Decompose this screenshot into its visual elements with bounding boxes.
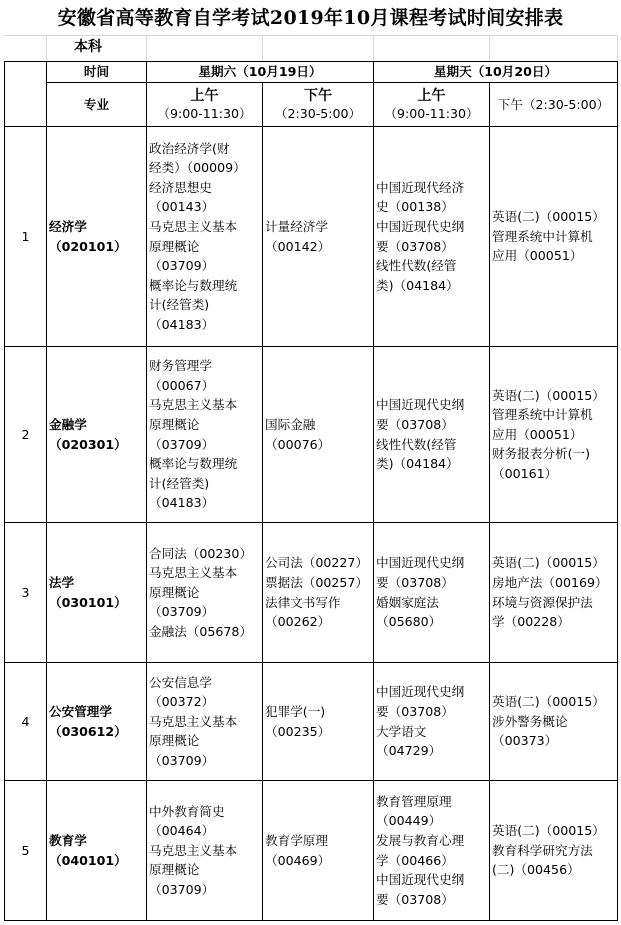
course-line: （00262）: [265, 614, 331, 630]
major-cell: [47, 523, 147, 663]
course-cell-sat-am: [147, 127, 263, 347]
course-line: 教育科学研究方法: [492, 842, 593, 858]
sat-pm-header: [263, 83, 374, 127]
header-row-sessions: [5, 83, 618, 106]
course-cell-sun-pm: [490, 127, 618, 347]
course-line: 英语(二)（00015）: [492, 694, 605, 710]
course-line: （03709）: [149, 436, 215, 452]
major-name: 金融学: [49, 416, 87, 432]
course-line: （03709）: [149, 604, 215, 620]
course-line: 环境与资源保护法: [492, 594, 593, 610]
row-number: 5: [5, 781, 47, 921]
course-line: 要（03708）: [376, 416, 454, 432]
course-line: 中国近现代经济: [376, 179, 465, 195]
sat-pm-time: （2:30-5:00）: [274, 105, 362, 121]
table-row: [5, 523, 618, 663]
course-cell-sat-pm: [263, 781, 374, 921]
course-cell-sat-am: [147, 781, 263, 921]
major-cell: [47, 127, 147, 347]
course-line: 教育学原理: [265, 832, 328, 848]
course-line: 房地产法（00169）: [492, 574, 608, 590]
course-line: 政治经济学(财: [149, 140, 230, 156]
course-line: （04729）: [376, 743, 442, 759]
course-cell-sat-am: [147, 523, 263, 663]
major-name: 经济学: [49, 218, 87, 234]
course-cell-sat-pm: [263, 663, 374, 781]
major-header: 专业: [47, 83, 147, 127]
course-line: （03709）: [149, 258, 215, 274]
course-line: （04183）: [149, 495, 215, 511]
table-row: [5, 347, 618, 523]
course-cell-sun-pm: [490, 347, 618, 523]
course-line: 马克思主义基本: [149, 565, 238, 581]
header-row-days: [5, 62, 618, 83]
course-line: 要（03708）: [376, 574, 454, 590]
course-line: 合同法（00230）: [149, 545, 253, 561]
course-line: 英语(二)（00015）: [492, 555, 605, 571]
course-line: 线性代数(经管: [376, 436, 457, 452]
course-line: 原理概论: [149, 416, 200, 432]
sun-am-header: [374, 83, 490, 127]
course-line: 经济思想史: [149, 179, 212, 195]
course-line: 财务管理学: [149, 358, 212, 374]
major-code: （040101）: [49, 852, 127, 868]
course-cell-sat-pm: [263, 127, 374, 347]
course-cell-sun-am: [374, 663, 490, 781]
row-number: 4: [5, 663, 47, 781]
course-line: 管理系统中计算机: [492, 407, 593, 423]
course-line: 票据法（00257）: [265, 574, 369, 590]
course-line: 线性代数(经管: [376, 258, 457, 274]
course-line: 马克思主义基本: [149, 218, 238, 234]
major-cell: [47, 781, 147, 921]
course-line: 学（00466）: [376, 852, 454, 868]
course-line: 类)（04184）: [376, 456, 459, 472]
sat-am-time: （9:00-11:30）: [157, 105, 252, 121]
course-line: 原理概论: [149, 733, 200, 749]
course-cell-sat-am: [147, 347, 263, 523]
course-line: 公安信息学: [149, 674, 212, 690]
course-line: 马克思主义基本: [149, 713, 238, 729]
course-line: 中国近现代史纲: [376, 218, 465, 234]
course-line: 计(经管类): [149, 475, 210, 491]
course-line: 英语(二)（00015）: [492, 387, 605, 403]
sat-am-label: 上午: [190, 87, 219, 104]
course-cell-sun-am: [374, 127, 490, 347]
major-code: （030101）: [49, 594, 127, 610]
course-cell-sun-am: [374, 781, 490, 921]
course-line: 经类）（00009）: [149, 160, 246, 176]
sat-pm-label: 下午: [304, 87, 332, 104]
course-line: 金融法（05678）: [149, 623, 253, 639]
course-line: （04183）: [149, 316, 215, 332]
course-line: 涉外警务概论: [492, 713, 568, 729]
major-code: （020101）: [49, 238, 127, 254]
course-cell-sat-am: [147, 663, 263, 781]
sunday-header: 星期天（10月20日）: [374, 62, 618, 83]
time-header: 时间: [47, 62, 147, 83]
major-name: 公安管理学: [49, 703, 112, 719]
course-line: 管理系统中计算机: [492, 228, 593, 244]
course-line: 英语(二)（00015）: [492, 209, 605, 225]
course-line: 中国近现代史纲: [376, 684, 465, 700]
course-line: （00142）: [265, 238, 331, 254]
course-line: 原理概论: [149, 862, 200, 878]
course-line: （00372）: [149, 694, 215, 710]
course-line: 法律文书写作: [265, 594, 341, 610]
gridline: [617, 35, 618, 61]
course-cell-sun-pm: [490, 781, 618, 921]
course-line: 原理概论: [149, 584, 200, 600]
course-line: 应用（00051）: [492, 426, 583, 442]
table-row: [5, 127, 618, 347]
course-line: 概率论与数理统: [149, 456, 238, 472]
course-line: 原理概论: [149, 238, 200, 254]
course-line: （00373）: [492, 733, 558, 749]
course-line: 要（03708）: [376, 703, 454, 719]
row-number: 2: [5, 347, 47, 523]
course-line: 大学语文: [376, 723, 427, 739]
sun-am-time: （9:00-11:30）: [384, 105, 479, 121]
course-line: 中国近现代史纲: [376, 555, 465, 571]
course-cell-sat-pm: [263, 347, 374, 523]
sun-am-label: 上午: [417, 87, 446, 104]
course-line: 计量经济学: [265, 218, 328, 234]
major-cell: [47, 663, 147, 781]
course-line: （00076）: [265, 436, 331, 452]
course-cell-sun-pm: [490, 523, 618, 663]
major-name: 教育学: [49, 832, 87, 848]
course-line: 计(经管类): [149, 297, 210, 313]
course-line: 财务报表分析(一): [492, 446, 590, 462]
table-row: [5, 663, 618, 781]
course-line: 要（03708）: [376, 891, 454, 907]
course-line: 中国近现代史纲: [376, 872, 465, 888]
course-line: （00464）: [149, 823, 215, 839]
gridline: [46, 35, 47, 61]
course-line: 应用（00051）: [492, 248, 583, 264]
course-line: （00469）: [265, 852, 331, 868]
level-label: 本科: [74, 39, 102, 55]
gridline: [4, 35, 618, 36]
major-code: （030612）: [49, 723, 127, 739]
course-line: 国际金融: [265, 416, 316, 432]
gridline: [262, 35, 263, 61]
row-number: 3: [5, 523, 47, 663]
course-line: 婚姻家庭法: [376, 594, 439, 610]
course-line: 马克思主义基本: [149, 397, 238, 413]
major-name: 法学: [49, 574, 75, 590]
course-line: 要（03708）: [376, 238, 454, 254]
sat-am-header: [147, 83, 263, 127]
course-line: 英语(二)（00015）: [492, 823, 605, 839]
course-cell-sun-am: [374, 347, 490, 523]
course-line: （00235）: [265, 723, 331, 739]
row-number: 1: [5, 127, 47, 347]
course-line: （00067）: [149, 377, 215, 393]
course-line: 类)（04184）: [376, 277, 459, 293]
sun-pm-header: 下午（2:30-5:00）: [490, 83, 618, 127]
header-blank: [5, 62, 47, 127]
course-line: （00449）: [376, 813, 442, 829]
course-line: 公司法（00227）: [265, 555, 369, 571]
table-row: [5, 781, 618, 921]
course-line: （00143）: [149, 199, 215, 215]
course-line: 概率论与数理统: [149, 277, 238, 293]
course-line: （03709）: [149, 881, 215, 897]
gridline: [146, 35, 147, 61]
course-line: 中外教育简史: [149, 803, 225, 819]
course-cell-sun-pm: [490, 663, 618, 781]
schedule-table: [4, 61, 618, 921]
course-line: (二)（00456）: [492, 862, 580, 878]
gridline: [489, 35, 490, 61]
saturday-header: 星期六（10月19日）: [147, 62, 374, 83]
course-line: 学（00228）: [492, 614, 570, 630]
course-line: （00161）: [492, 465, 558, 481]
course-line: （03709）: [149, 752, 215, 768]
course-cell-sun-am: [374, 523, 490, 663]
course-line: 史（00138）: [376, 199, 454, 215]
course-line: 中国近现代史纲: [376, 397, 465, 413]
course-line: 马克思主义基本: [149, 842, 238, 858]
course-cell-sat-pm: [263, 523, 374, 663]
major-cell: [47, 347, 147, 523]
gridline: [373, 35, 374, 61]
course-line: 犯罪学(一): [265, 703, 326, 719]
course-line: 发展与教育心理: [376, 832, 465, 848]
course-line: 教育管理原理: [376, 793, 452, 809]
major-code: （020301）: [49, 436, 127, 452]
page-title: 安徽省高等教育自学考试2019年10月课程考试时间安排表: [57, 7, 564, 29]
course-line: （05680）: [376, 614, 442, 630]
